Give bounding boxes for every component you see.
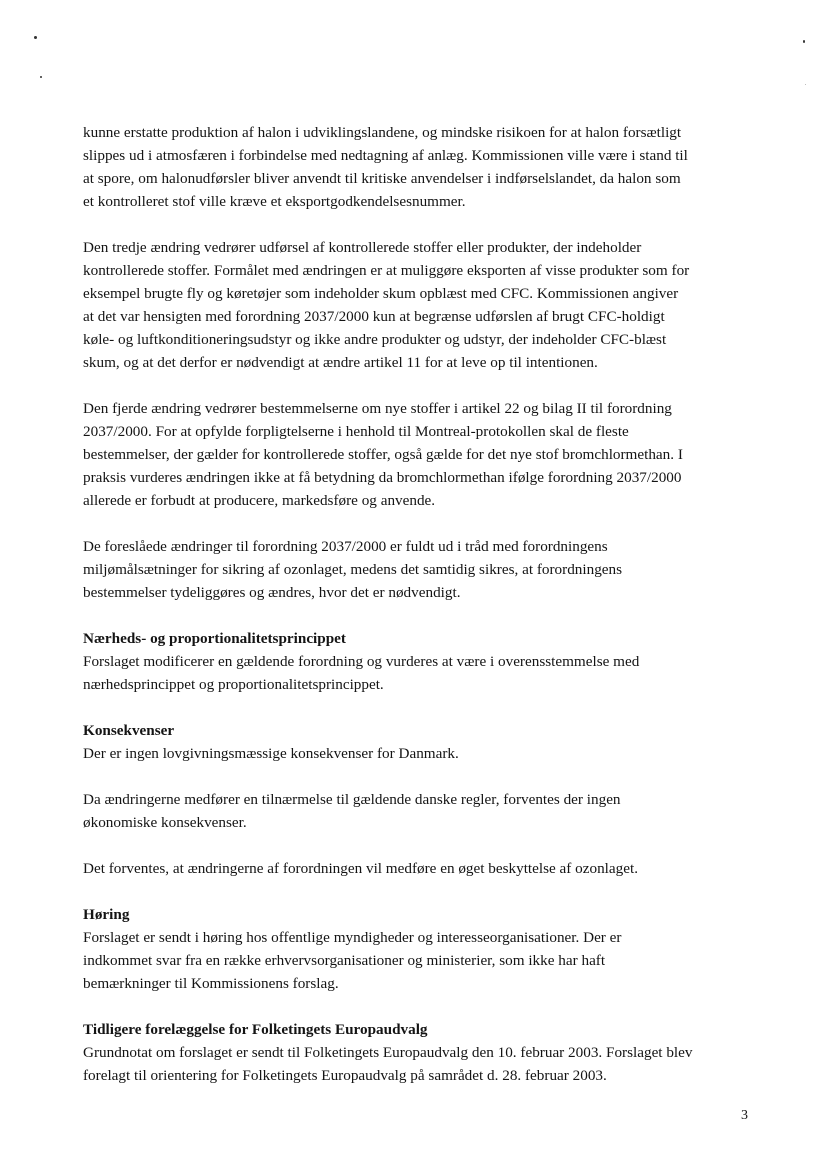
body-paragraph <box>83 650 763 696</box>
body-paragraph <box>83 397 763 512</box>
text-line: Den tredje ændring vedrører udførsel af kontrollerede stoffer eller produkter, der indeholder <box>83 239 642 256</box>
section-heading: Nærheds- og proportionalitetsprincippet <box>83 630 346 647</box>
text-line: allerede er forbudt at producere, markedsføre og anvende. <box>83 492 436 509</box>
section-heading: Høring <box>83 906 130 923</box>
scan-speck <box>803 40 805 43</box>
body-paragraph <box>83 535 763 604</box>
text-line: praksis vurderes ændringen ikke at få betydning da bromchlormethan ifølge forordning 2037/2000 <box>83 469 682 486</box>
text-line: at det var hensigten med forordning 2037/2000 kun at begrænse udførslen af brugt CFC-holdigt <box>83 308 665 325</box>
body-paragraph <box>83 1041 763 1087</box>
text-line: Forslaget modificerer en gældende forordning og vurderes at være i overensstemmelse med <box>83 653 640 670</box>
section-prior-submission <box>83 1018 763 1087</box>
text-line: eksempel brugte fly og køretøjer som indeholder skum opblæst med CFC. Kommissionen angiver <box>83 285 679 302</box>
text-line: skum, og at det derfor er nødvendigt at ændre artikel 11 for at leve op til intentionen. <box>83 354 598 371</box>
section-consequences <box>83 719 763 880</box>
text-line: slippes ud i atmosfæren i forbindelse med nedtagning af anlæg. Kommissionen ville være i stand til <box>83 147 688 164</box>
scan-speck <box>34 36 37 39</box>
text-line: kontrollerede stoffer. Formålet med ændringen er at muliggøre eksporten af visse produkter som for <box>83 262 690 279</box>
text-line: Der er ingen lovgivningsmæssige konsekvenser for Danmark. <box>83 745 459 762</box>
body-paragraph <box>83 742 763 765</box>
section-heading: Tidligere forelæggelse for Folketingets Europaudvalg <box>83 1021 428 1038</box>
body-paragraph <box>83 857 763 880</box>
page-number: 3 <box>741 1108 748 1123</box>
text-line: bemærkninger til Kommissionens forslag. <box>83 975 339 992</box>
text-line: Den fjerde ændring vedrører bestemmelserne om nye stoffer i artikel 22 og bilag II til forordning <box>83 400 672 417</box>
text-line: kunne erstatte produktion af halon i udviklingslandene, og mindske risikoen for at halon forsætligt <box>83 124 682 141</box>
text-line: De foreslåede ændringer til forordning 2037/2000 er fuldt ud i tråd med forordningens <box>83 538 608 555</box>
text-line: indkommet svar fra en række erhvervsorganisationer og ministerier, som ikke har haft <box>83 952 606 969</box>
body-paragraph <box>83 788 763 834</box>
text-line: 2037/2000. For at opfylde forpligtelserne i henhold til Montreal-protokollen skal de fleste <box>83 423 629 440</box>
text-line: bestemmelser tydeliggøres og ændres, hvor det er nødvendigt. <box>83 584 461 601</box>
text-line: forelagt til orientering for Folketingets Europaudvalg på samrådet d. 28. februar 2003. <box>83 1067 607 1084</box>
section-heading: Konsekvenser <box>83 722 175 739</box>
text-line: bestemmelser, der gælder for kontrollerede stoffer, også gælde for det nye stof bromchlormethan. I <box>83 446 683 463</box>
text-line: økonomiske konsekvenser. <box>83 814 247 831</box>
body-paragraph <box>83 236 763 374</box>
text-line: køle- og luftkonditioneringsudstyr og ikke andre produkter og udstyr, der indeholder CFC-blæst <box>83 331 667 348</box>
scan-speck <box>40 76 42 78</box>
text-line: Det forventes, at ændringerne af forordningen vil medføre en øget beskyttelse af ozonlaget. <box>83 860 638 877</box>
text-line: Da ændringerne medfører en tilnærmelse til gældende danske regler, forventes der ingen <box>83 791 621 808</box>
section-hearing <box>83 903 763 995</box>
document-body <box>83 121 763 1110</box>
section-subsidiarity <box>83 627 763 696</box>
text-line: miljømålsætninger for sikring af ozonlaget, medens det samtidig sikres, at forordningens <box>83 561 623 578</box>
text-line: Forslaget er sendt i høring hos offentlige myndigheder og interesseorganisationer. Der er <box>83 929 622 946</box>
body-paragraph <box>83 926 763 995</box>
body-paragraph <box>83 121 763 213</box>
text-line: at spore, om halonudførsler bliver anvendt til kritiske anvendelser i indførselslandet, da halon som <box>83 170 681 187</box>
text-line: nærhedsprincippet og proportionalitetsprincippet. <box>83 676 384 693</box>
text-line: et kontrolleret stof ville kræve et eksportgodkendelsesnummer. <box>83 193 466 210</box>
scan-speck <box>805 84 806 85</box>
text-line: Grundnotat om forslaget er sendt til Folketingets Europaudvalg den 10. februar 2003. Forslaget blev <box>83 1044 693 1061</box>
